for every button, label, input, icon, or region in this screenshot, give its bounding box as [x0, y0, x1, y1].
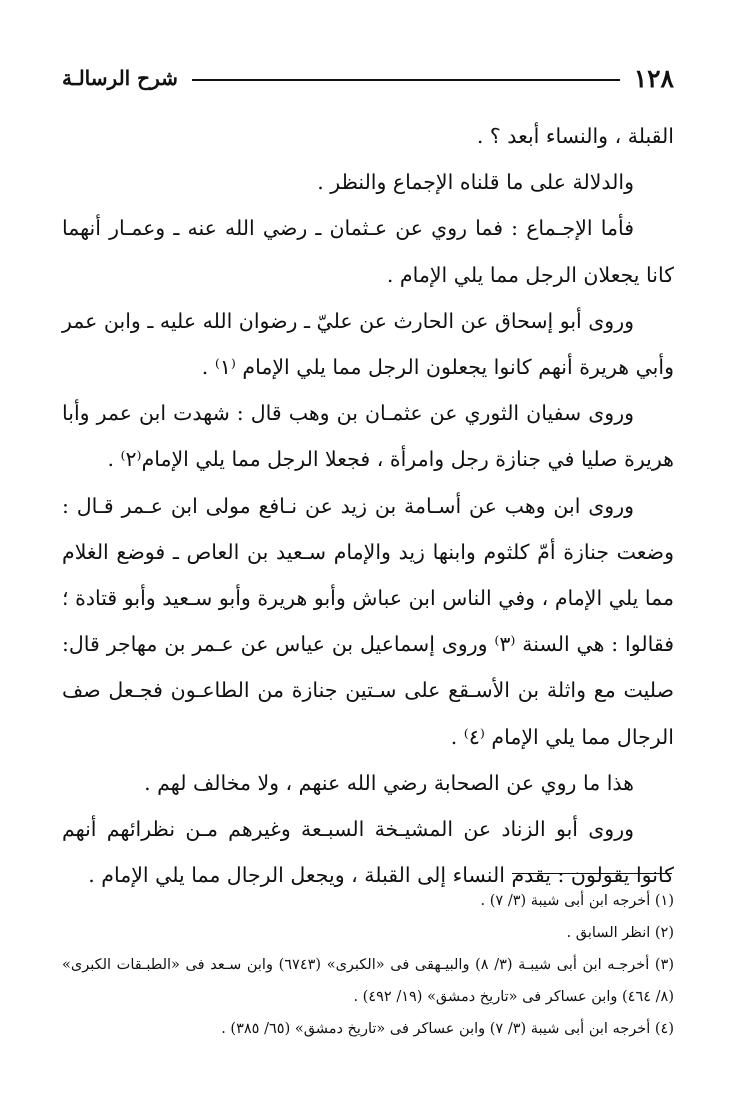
footnote-1: (١) أخرجه ابن أبى شيبة (٣/ ٧) .: [480, 893, 674, 909]
footnote-2: (٢) انظر السابق .: [566, 925, 674, 941]
footnote-separator: [512, 873, 672, 874]
paragraph-1: القبلة ، والنساء أبعد ؟ .: [476, 124, 674, 148]
page-number: ١٢٨: [633, 63, 674, 93]
paragraph-7: هذا ما روي عن الصحابة رضي الله عنهم ، ولا مخالف لهم .: [144, 770, 634, 795]
footnote-4: (٤) أخرجه ابن أبى شيبة (٣/ ٧) وابن عساكر فى «تاريخ دمشق» (٦٥/ ٣٨٥) .: [221, 1021, 674, 1037]
main-text: [62, 113, 674, 898]
paragraph-3: فأما الإجـماع : فما روي عن عـثمان ـ رضي الله عنه ـ وعمـار أنهما كانا يجعلان الرجل مما يلي الإمام .: [62, 216, 674, 287]
paragraph-2: والدلالة على ما قلناه الإجماع والنظر .: [317, 170, 634, 195]
footnotes: [62, 885, 674, 1045]
footnote-3: (٣) أخرجـه ابن أبى شيبـة (٣/ ٨) والبيـهقى فى «الكبرى» (٦٧٤٣) وابن سـعد فى «الطبـقات الكبرى» (٨/ ٤٦٤) وابن عساكر فى «تاريخ دمشق» (١٩/ ٤٩٢) .: [62, 957, 675, 1005]
page-header: [62, 58, 674, 98]
paragraph-8: وروى أبو الزناد عن المشيـخة السبـعة وغيرهم مـن نظرائهم أنهم كانوا يقولون : يقدم النساء إلى القبلة ، ويجعل الرجال مما يلي الإمام .: [62, 817, 674, 888]
running-title: شرح الرسالـة: [62, 66, 178, 90]
paragraph-5: وروى سفيان الثوري عن عثمـان بن وهب قال : شهدت ابن عمر وأبا هريرة صليا في جنازة رجل وامرأة ، فجعلا الرجل مما يلي الإمام⁽٢⁾ .: [62, 401, 674, 472]
paragraph-4: وروى أبو إسحاق عن الحارث عن عليّ ـ رضوان الله عليه ـ وابن عمر وأبي هريرة أنهم كانوا يجعلون الرجل مما يلي الإمام ⁽١⁾ .: [62, 308, 674, 380]
paragraph-6: وروى ابن وهب عن أسـامة بن زيد عن نـافع مولى ابن عـمر قـال : وضعت جنازة أمّ كلثوم وابنها زيد والإمام سـعيد بن العاص ـ فوضع الغلام مما يلي الإمام ، وفي الناس ابن عباش وأبو هريرة وأبو سـعيد وأبو قتادة ؛ فقالوا : هي السنة ⁽٣⁾ وروى إسماعيل بن عياس عن عـمر بن مهاجر قال: صليت مع واثلة بن الأسـقع على سـتين جنازة من الطاعـون فجـعل صف الرجال مما يلي الإمام ⁽٤⁾ .: [62, 493, 674, 749]
header-rule: [192, 79, 620, 81]
